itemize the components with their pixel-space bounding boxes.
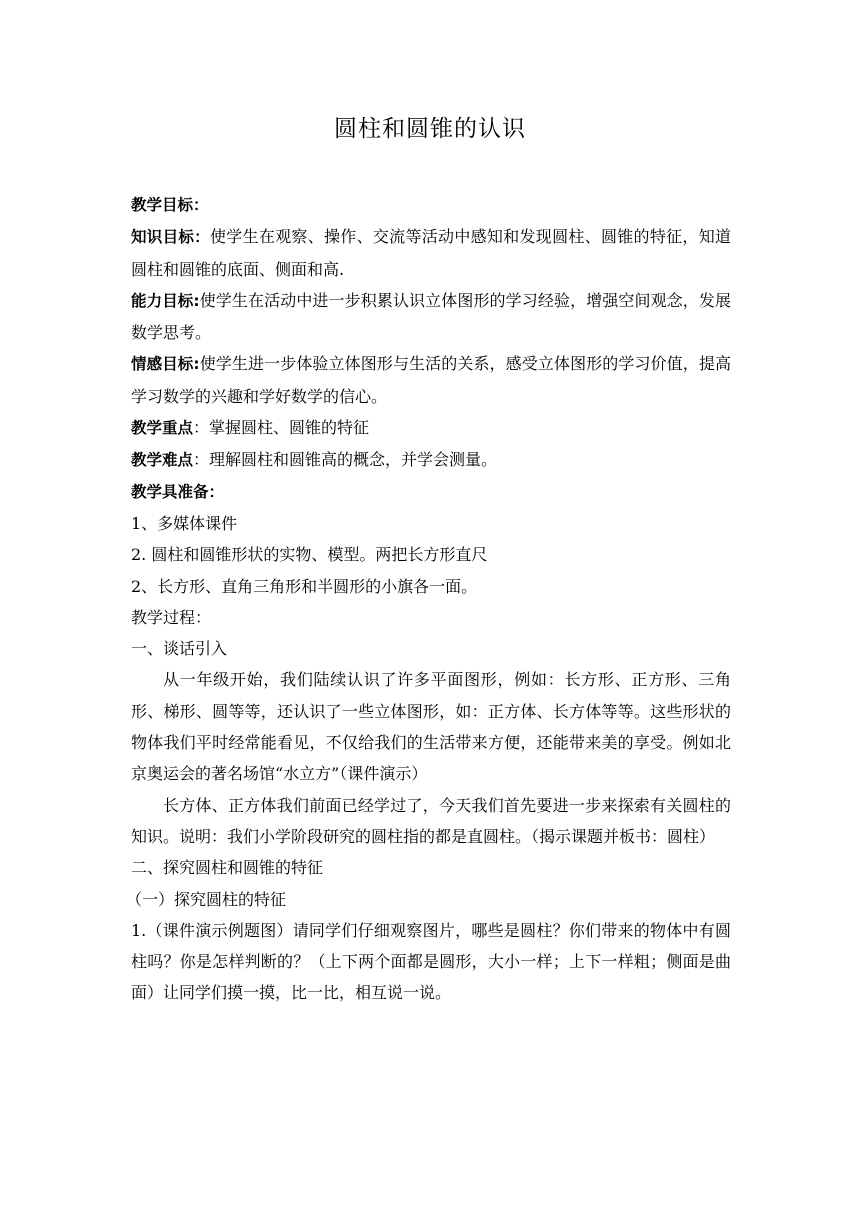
paragraph-example: 1.（课件演示例题图）请同学们仔细观察图片，哪些是圆柱？你们带来的物体中有圆柱吗？你是怎样判断的？（上下两个面都是圆形，大小一样；上下一样粗；侧面是曲面）让同学们摸一摸，比一比，相互说一说。: [131, 920, 731, 1003]
paragraph-cylinder-intro: 长方体、正方体我们前面已经学过了，今天我们首先要进一步来探索有关圆柱的知识。说明：我们小学阶段研究的圆柱指的都是直圆柱。（揭示课题并板书：圆柱）: [131, 795, 731, 846]
tool-item: 2、长方形、直角三角形和半圆形的小旗各一面。: [131, 576, 478, 596]
document-body: [126, 190, 731, 1009]
difficulty-label: 教学难点: [131, 451, 194, 470]
ability-objective-text: 使学生在活动中进一步积累认识立体图形的学习经验，增强空间观念，发展数学思考。: [131, 290, 731, 343]
knowledge-objective-text: 使学生在观察、操作、交流等活动中感知和发现圆柱、圆锥的特征，知道圆柱和圆锥的底面、侧面和高.: [131, 227, 731, 279]
subsection-1-heading: （一）探究圆柱的特征: [126, 889, 287, 909]
document-title: 圆柱和圆锥的认识: [334, 116, 526, 142]
difficulty-text: ：理解圆柱和圆锥高的概念，并学会测量。: [193, 450, 498, 470]
knowledge-objective-label: 知识目标：: [131, 228, 210, 247]
ability-objective: [131, 285, 731, 349]
paragraph-intro: 从一年级开始，我们陆续认识了许多平面图形，例如：长方形、正方形、三角形、梯形、圆等等，还认识了一些立体图形，如：正方体、长方体等等。这些形状的物体我们平时经常能看见，不仅给我们的生活带来方便，还能带来美的享受。例如北京奥运会的著名场馆“水立方”（课件演示）: [131, 670, 731, 784]
key-point-text: ：掌握圆柱、圆锥的特征: [193, 418, 370, 438]
emotion-objective-label: 情感目标:: [131, 355, 200, 374]
ability-objective-label: 能力目标:: [131, 291, 200, 310]
section-2-heading: 二、探究圆柱和圆锥的特征: [131, 858, 324, 878]
key-point-label: 教学重点: [131, 419, 194, 438]
objectives-heading: 教学目标：: [131, 196, 209, 214]
tools-heading: 教学具准备：: [131, 482, 225, 501]
difficulty: [131, 444, 731, 476]
process-heading: 教学过程：: [131, 607, 212, 627]
key-point: [131, 412, 731, 444]
knowledge-objective: [131, 221, 731, 285]
tool-item: 1、多媒体课件: [131, 513, 238, 533]
tool-item: 2. 圆柱和圆锥形状的实物、模型。两把长方形直尺: [131, 545, 488, 565]
section-1-heading: 一、谈话引入: [131, 639, 228, 659]
emotion-objective-text: 使学生进一步体验立体图形与生活的关系，感受立体图形的学习价值，提高学习数学的兴趣和学好数学的信心。: [131, 354, 731, 406]
emotion-objective: [131, 348, 731, 412]
